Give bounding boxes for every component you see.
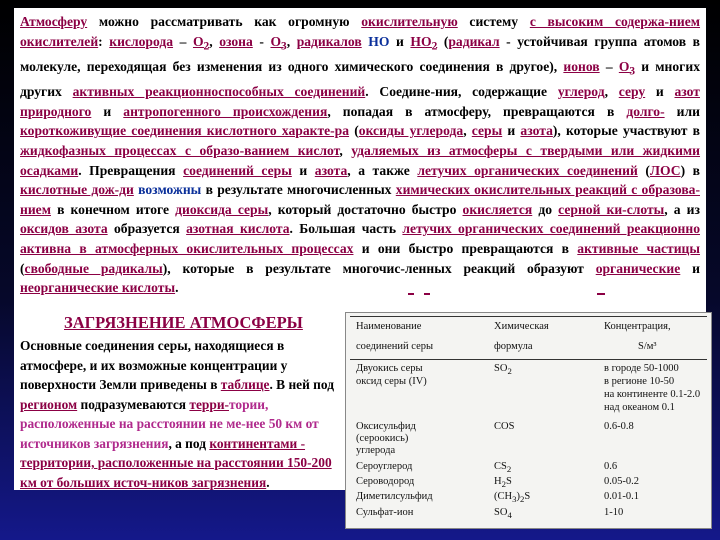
term-table: таблице — [220, 377, 270, 392]
text-run: ( — [349, 123, 359, 139]
term-oxidative: окислительную — [361, 14, 458, 29]
row2-formula: COS — [494, 421, 515, 432]
text-run: ( — [20, 260, 25, 276]
row6-formula — [494, 507, 512, 520]
text-run: , — [604, 84, 619, 100]
text-run: , попадая в атмосферу, превращаются в — [327, 103, 627, 119]
term-nitric-oxides: оксидов азота — [20, 221, 108, 237]
header-name-line2: соединений серы — [356, 341, 434, 352]
text-run: . — [266, 474, 270, 490]
header-name-line1: Наименование — [356, 321, 422, 332]
term-region: регионом — [20, 396, 78, 412]
row5-formula-base: (CH — [494, 491, 513, 502]
row2-name-line1: Оксисульфид — [356, 421, 416, 432]
term-voc-active: летучих органических соединений реакционно активна в атмосферных окислительных процессах — [20, 221, 700, 256]
text-run: и — [645, 84, 675, 100]
intro-paragraph — [20, 12, 700, 298]
row5-conc: 0.01-0.1 — [604, 491, 639, 502]
term-free-radicals: свободные радикалы — [24, 260, 163, 276]
formula-o3-ion — [618, 58, 636, 78]
row6-formula-base: SO — [494, 507, 508, 518]
text-run: и — [680, 260, 700, 276]
section-title: ЗАГРЯЗНЕНИЕ АТМОСФЕРЫ — [64, 313, 303, 332]
text-run: и — [91, 103, 124, 119]
underline-fragment — [424, 293, 430, 295]
text-run: , — [286, 33, 297, 49]
term-carbon: углерод — [557, 84, 605, 100]
term-active-particles: активные частицы — [577, 240, 700, 256]
text-run: ) в — [680, 162, 701, 178]
term-radicals: радикалов — [296, 33, 362, 49]
row5-name: Диметилсульфид — [356, 491, 433, 502]
header-conc-line1: Концентрация, — [604, 321, 671, 332]
row2-name-line2: (сероокись) — [356, 433, 409, 444]
text-run: до — [532, 201, 559, 217]
term-organic: органические — [595, 260, 681, 276]
formula-ho2 — [410, 33, 438, 53]
text-run: и — [389, 33, 411, 49]
term-long-lived: долго- — [626, 103, 665, 119]
row1-conc-city: в городе 50-1000 — [604, 363, 679, 374]
row4-name: Сероводород — [356, 476, 415, 487]
table-rule — [350, 316, 707, 317]
text-run: , — [463, 123, 472, 139]
term-sulfur-dioxide: диоксида серы — [175, 201, 269, 217]
row1-name-line2: оксид серы (IV) — [356, 376, 427, 387]
text-run: – — [173, 33, 193, 49]
term-liquid-phase: жидкофазных процессах с образо-ванием кислот — [20, 143, 340, 158]
formula-o2 — [192, 33, 210, 53]
text-run: в результате многочисленных — [201, 182, 396, 198]
text-run: - устойчивая группа атомов в молекуле, переходящая без изменения из одного химического соединения в другое), — [20, 33, 700, 74]
row1-conc-ocean: над океаном 0.1 — [604, 402, 675, 413]
text-run: , который достаточно быстро — [268, 201, 463, 217]
text-run: : — [98, 33, 110, 49]
text-run: образуется — [107, 221, 187, 237]
formula-o3-ion-base: О — [618, 58, 630, 74]
row2-conc: 0.6-0.8 — [604, 421, 634, 432]
term-voc-abbr: ЛОС — [649, 162, 681, 178]
row3-conc: 0.6 — [604, 461, 618, 472]
term-territory: терри- — [189, 396, 229, 412]
row4-formula-base: H — [494, 476, 502, 487]
term-acid-rain: кислотные дож-ди — [20, 182, 134, 198]
term-nitrogen-natural: азот природного — [20, 84, 700, 119]
term-anthropogenic: антропогенного происхождения — [123, 103, 328, 119]
row5-formula — [494, 491, 530, 504]
term-oxygen: кислорода — [109, 33, 174, 49]
term-sulfur-compounds: соединений серы — [183, 162, 292, 178]
term-sulfur-oxides: серы — [471, 123, 503, 139]
term-radical: радикал — [448, 33, 500, 49]
term-ions: ионов — [563, 58, 600, 74]
row1-conc-region: в регионе 10-50 — [604, 376, 675, 387]
term-region-definition: тории, расположенные на расстоянии не ме-нее 50 км от источников загрязнения — [20, 396, 319, 451]
text-run: . — [175, 280, 179, 296]
row3-formula-base: CS — [494, 461, 507, 472]
formula-ho2-sub: 2 — [431, 40, 438, 53]
term-nitric-acid: азотная кислота — [186, 221, 290, 237]
text-run: . В ней под — [269, 377, 334, 392]
row4-conc: 0.05-0.2 — [604, 476, 639, 487]
term-possible: возможны — [133, 182, 202, 198]
term-nitrogen: азота — [314, 162, 348, 178]
term-carbon-oxides: оксиды углерода — [358, 123, 464, 139]
term-oxidation-reactions: химических окислительных реакций с образова-нием — [20, 182, 700, 217]
sulfur-compounds-table — [345, 312, 712, 529]
term-high-oxidizer: с высоким содержа-нием окислителей — [20, 14, 701, 49]
row5-formula-sub: 3 — [512, 494, 517, 505]
row1-formula-base: SO — [494, 363, 508, 374]
text-run: , а также — [347, 162, 418, 178]
row3-formula — [494, 461, 511, 474]
text-run: или — [664, 103, 700, 119]
text-run: подразумеваются — [77, 396, 190, 412]
table-rule — [350, 359, 707, 360]
text-run: – — [599, 58, 619, 74]
row4-formula-sub: 2 — [501, 479, 506, 490]
text-run: - — [252, 33, 271, 49]
row3-formula-sub: 2 — [506, 464, 512, 475]
text-run: . Соедине-ния, содержащие — [365, 84, 558, 100]
row5-formula-sub2: 2 — [519, 494, 525, 505]
row6-formula-sub: 4 — [507, 510, 512, 521]
text-run: и — [291, 162, 315, 178]
text-run: ), которые участвуют в — [552, 123, 701, 139]
term-sulfuric-acid: серной ки-слоты — [558, 201, 665, 217]
formula-o3-base: О — [270, 33, 282, 49]
formula-o3 — [270, 33, 287, 53]
header-formula-line1: Химическая — [494, 321, 549, 332]
row2-name-line3: углерода — [356, 445, 396, 456]
term-nitrogen-oxides: азота — [520, 123, 553, 139]
term-continent-definition: континентами - территории, расположенные на расстоянии 150-200 км от больших источ-ников загрязнения — [20, 435, 332, 490]
text-run: и многих других — [20, 58, 700, 100]
header-formula-line2: формула — [494, 341, 533, 352]
row6-conc: 1-10 — [604, 507, 624, 518]
text-run: систему — [457, 14, 530, 29]
term-removed-precipitation: удаляемых из атмосферы с твердыми или жидкими осадками — [20, 143, 701, 178]
row1-name-line1: Двуокись серы — [356, 363, 423, 374]
text-run: ( — [637, 162, 650, 178]
row1-conc-continent: на континенте 0.1-2.0 — [604, 389, 701, 400]
term-voc: летучих органических соединений — [417, 162, 638, 178]
formula-o2-base: О — [192, 33, 204, 49]
row4-formula-tail: S — [505, 476, 512, 487]
text-run: , а из — [664, 201, 700, 217]
term-oxidizes: окисляется — [462, 201, 533, 217]
text-run: . Превращения — [78, 162, 184, 178]
row5-formula-tail2: S — [524, 491, 531, 502]
term-atmosphere: Атмосферу — [20, 14, 88, 29]
text-run: и — [502, 123, 521, 139]
row1-formula-sub: 2 — [507, 366, 512, 377]
term-active-compounds: активных реакционноспособных соединений — [72, 84, 366, 100]
row4-formula — [494, 476, 512, 489]
text-run: , а под — [168, 435, 210, 451]
formula-o3-ion-sub: 3 — [629, 65, 636, 78]
text-run: Основные соединения серы, находящиеся в атмосфере, и их возможные концентрации у поверхности Земли приведены в — [20, 338, 288, 392]
sulfur-paragraph — [20, 336, 342, 492]
formula-o3-sub: 3 — [281, 40, 287, 53]
text-run: . Большая часть — [289, 221, 403, 237]
text-run: , — [209, 33, 220, 49]
row3-name: Сероуглерод — [356, 461, 413, 472]
text-run: можно рассматривать как огромную — [87, 14, 362, 29]
term-short-lived: короткоживущие соединения кислотного характе-ра — [20, 123, 350, 139]
text-run: и они быстро превращаются в — [353, 240, 578, 256]
formula-o2-sub: 2 — [203, 40, 210, 53]
term-ozone: озона — [219, 33, 253, 49]
row6-name: Сульфат-ион — [356, 507, 414, 518]
text-run: , — [339, 143, 352, 158]
formula-ho2-base: НО — [410, 33, 432, 49]
underline-fragment — [408, 293, 414, 295]
underline-fragment — [597, 293, 605, 295]
term-inorganic-acids: неорганические кислоты — [20, 280, 176, 296]
text-run: в конечном итоге — [50, 201, 176, 217]
row5-formula-tail: ) — [516, 491, 520, 502]
header-conc-unit: S/м³ — [638, 341, 657, 352]
row1-formula — [494, 363, 512, 376]
term-sulfur: серу — [618, 84, 646, 100]
text-run: ( — [437, 33, 449, 49]
text-run: ), которые в результате многочис-ленных реакций образуют — [162, 260, 596, 276]
formula-ho: НО — [361, 33, 390, 49]
